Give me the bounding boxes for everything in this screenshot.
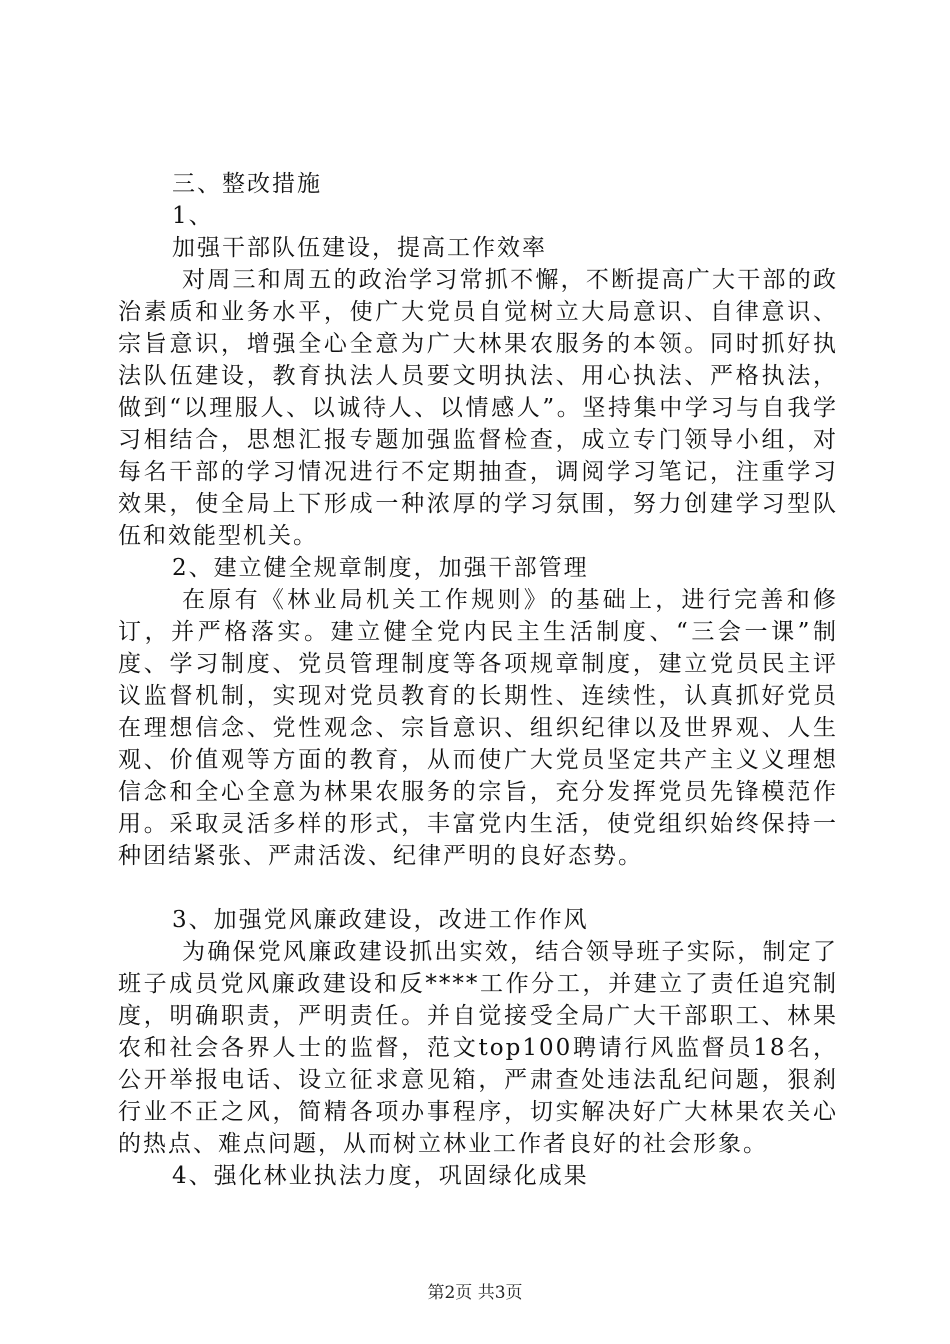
page-number-label: 第2页 共3页 xyxy=(427,1283,523,1303)
item3-body: 为确保党风廉政建设抓出实效，结合领导班子实际，制定了班子成员党风廉政建设和反****工作分工，并建立了责任追究制度，明确职责，严明责任。并自觉接受全局广大干部职工、林果农和社会各界人士的监督，范文top100聘请行风监督员18名，公开举报电话、设立征求意见箱，严肃查处违法乱纪问题，狠刹行业不正之风，简精各项办事程序，切实解决好广大林果农关心的热点、难点问题，从而树立林业工作者良好的社会形象。 xyxy=(118,939,838,1157)
item1-number: 1、 xyxy=(172,203,214,229)
item1-title: 加强干部队伍建设，提高工作效率 xyxy=(172,235,547,261)
paragraph-gap xyxy=(118,872,838,904)
item2-body: 在原有《林业局机关工作规则》的基础上，进行完善和修订，并严格落实。建立健全党内民主生活制度、“三会一课”制度、学习制度、党员管理制度等各项规章制度，建立党员民主评议监督机制，实现对党员教育的长期性、连续性，认真抓好党员在理想信念、党性观念、宗旨意识、组织纪律以及世界观、人生观、价值观等方面的教育，从而使广大党员坚定共产主义义理想信念和全心全意为林果农服务的宗旨，充分发挥党员先锋模范作用。采取灵活多样的形式，丰富党内生活，使党组织始终保持一种团结紧张、严肃活泼、纪律严明的良好态势。 xyxy=(118,587,838,869)
section-title: 三、整改措施 xyxy=(172,171,322,197)
item4-title: 4、强化林业执法力度，巩固绿化成果 xyxy=(172,1163,589,1189)
item3-title: 3、加强党风廉政建设，改进工作作风 xyxy=(172,907,589,933)
item1-body: 对周三和周五的政治学习常抓不懈，不断提高广大干部的政治素质和业务水平，使广大党员自觉树立大局意识、自律意识、宗旨意识，增强全心全意为广大林果农服务的本领。同时抓好执法队伍建设，教育执法人员要文明执法、用心执法、严格执法，做到“以理服人、以诚待人、以情感人”。坚持集中学习与自我学习相结合，思想汇报专题加强监督检查，成立专门领导小组，对每名干部的学习情况进行不定期抽查，调阅学习笔记，注重学习效果，使全局上下形成一种浓厚的学习氛围，努力创建学习型队伍和效能型机关。 xyxy=(118,267,838,549)
item2-title: 2、建立健全规章制度，加强干部管理 xyxy=(172,555,589,581)
page-footer xyxy=(0,1278,950,1303)
document-body xyxy=(118,168,838,1192)
